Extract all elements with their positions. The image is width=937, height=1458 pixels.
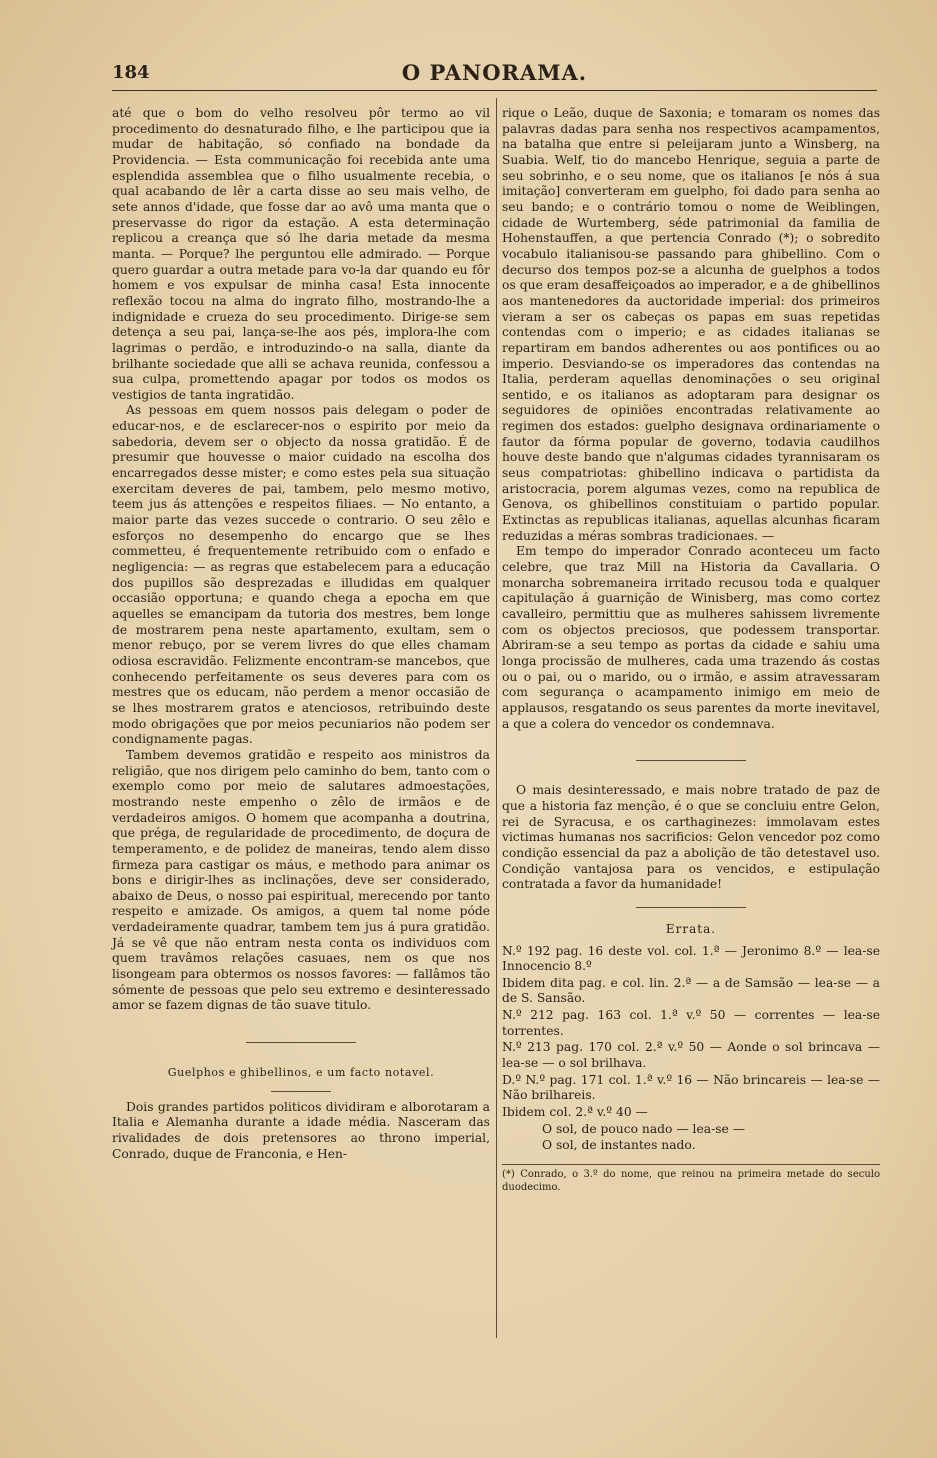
header-rule	[112, 90, 877, 91]
errata-entry: N.º 192 pag. 16 deste vol. col. 1.ª — Jeronimo 8.º — lea-se Innocencio 8.º	[502, 943, 880, 974]
errata-entry: N.º 213 pag. 170 col. 2.ª v.º 50 — Aonde o sol brincava — lea-se — o sol brilhava.	[502, 1040, 880, 1071]
paragraph: As pessoas em quem nossos pais delegam o poder de educar-nos, e de esclarecer-nos o espirito por meio da sabedoria, devem ser o objecto da nossa gratidão. É de presumir que houvesse o maior cuidado na escolha dos encarregados desse mister; e como estes pela sua situação exercitam deveres de pai, tambem, pelo mesmo motivo, teem jus ás attenções e respeitos filiaes. — No entanto, a maior parte das vezes succede o contrario. O seu zêlo e esforços no desempenho do encargo que se lhes commetteu, é frequentemente retribuido com o enfado e negligencia: — as regras que estabelecem para a educação dos pupillos são desprezadas e illudidas em qualquer occasião opportuna; e quando chega a epocha em que aquelles se emancipam da tutoria dos mestres, bem longe de mostrarem pena neste apartamento, exultam, sem o menor rebuço, por se verem livres do que elles chamam odiosa escravidão. Felizmente encontram-se mancebos, que conhecendo perfeitamente os seus deveres para com os mestres que os educam, não perdem a menor occasião de se lhes mostrarem gratos e atenciosos, retribuindo deste modo obrigações que por meios pecuniarios não podem ser condignamente pagas.	[112, 403, 490, 747]
right-column	[502, 106, 880, 1194]
errata-entry: O sol, de pouco nado — lea-se —	[542, 1121, 746, 1136]
paragraph: Tambem devemos gratidão e respeito aos ministros da religião, que nos dirigem pelo caminho do bem, tanto com o exemplo como por meio de salutares admoestações, mostrando neste empenho o zêlo de irmãos e de verdadeiros amigos. O homem que acompanha a doutrina, que préga, de regularidade de procedimento, de doçura de temperamento, e de polidez de maneiras, tendo alem disso firmeza para castigar os máus, e methodo para animar os bons e dirigir-lhes as inclinações, deve ser considerado, abaixo de Deus, o nosso pai espiritual, merecendo por tanto respeito e amizade. Os amigos, a quem tal nome póde verdadeiramente quadrar, tambem tem jus á pura gratidão. Já se vê que não entram nesta conta os individuos com quem travâmos relações casuaes, nem os que nos lisongeam para obtermos os nossos favores: — fallâmos tão sómente de pessoas que pelo seu extremo e desinteressado amor se fazem dignas de tão suave titulo.	[112, 747, 490, 1013]
title-underline	[271, 1091, 331, 1092]
errata-entry: Ibidem dita pag. e col. lin. 2.ª — a de Samsão — lea-se — a de S. Sansão.	[502, 975, 880, 1006]
section-divider	[636, 760, 746, 761]
page-header	[112, 62, 877, 88]
running-title: O PANORAMA.	[401, 60, 588, 85]
footnote: (*) Conrado, o 3.º do nome, que reinou na primeira metade do seculo duodecimo.	[502, 1164, 880, 1194]
section-divider	[246, 1042, 356, 1043]
section-divider	[636, 907, 746, 908]
paragraph: até que o bom do velho resolveu pôr termo ao vil procedimento do desnaturado filho, e lhe participou que ia mudar de habitação, só confiado na bondade da Providencia. — Esta communicação foi recebida ante uma esplendida assemblea que o filho usualmente recebia, o qual acabando de lêr a carta disse ao seu mais velho, de sete annos d'idade, que fosse dar ao avô uma manta que o preservasse do rigor da estação. A esta determinação replicou a creança que só lhe daria metade da mesma manta. — Porque? lhe perguntou elle admirado. — Porque quero guardar a outra metade para vo-la dar quando eu fôr homem e vos expulsar de minha casa! Esta innocente reflexão tocou na alma do ingrato filho, mostrando-lhe a indignidade e crueza do seu procedimento. Dirige-se sem detença a seu pai, lança-se-lhe aos pés, implora-lhe com lagrimas o perdão, e introduzindo-o na salla, diante da brilhante sociedade que alli se achava reunida, confessou a sua culpa, promettendo apagar por todos os modos os vestigios de tanta ingratidão.	[112, 106, 490, 402]
paragraph: Dois grandes partidos politicos dividiram e alborotaram a Italia e Alemanha durante a idade média. Nasceram das rivalidades de dois pretensores ao throno imperial, Conrado, duque de Franconia, e Hen-	[112, 1099, 490, 1161]
paragraph: Em tempo do imperador Conrado aconteceu um facto celebre, que traz Mill na Historia da Cavallaria. O monarcha sobremaneira irritado recusou toda e qualquer capitulação á guarnição de Winisberg, mas como cortez cavalleiro, permittiu que as mulheres sahissem livremente com os objectos preciosos, que podessem transportar. Abriram-se a seu tempo as portas da cidade e sahiu uma longa procissão de mulheres, cada uma trazendo ás costas ou o pai, ou o marido, ou o irmão, e assim atravessaram com segurança o acampamento inimigo em meio de applausos, resgatando os seus parentes da morte inevitavel, a que a colera do vencedor os condemnava.	[502, 544, 880, 731]
page-number: 184	[112, 62, 150, 83]
paragraph: O mais desinteressado, e mais nobre tratado de paz de que a historia faz menção, é o que se concluiu entre Gelon, rei de Syracusa, e os carthaginezes: immolavam estes victimas humanas nos sacrificios: Gelon vencedor poz como condição essencial da paz a abolição de tão detestavel uso. Condição vantajosa para os vencidos, e estipulação contratada a favor da humanidade!	[502, 783, 880, 892]
errata-entry: N.º 212 pag. 163 col. 1.ª v.º 50 — correntes — lea-se torrentes.	[502, 1008, 880, 1038]
section-title: Guelphos e ghibellinos, e um facto notavel.	[167, 1066, 435, 1080]
left-column	[112, 106, 490, 1162]
errata-title: Errata.	[665, 921, 717, 936]
errata-entry: Ibidem col. 2.ª v.º 40 —	[502, 1105, 648, 1120]
column-rule	[496, 98, 497, 1338]
errata-entry: D.º N.º pag. 171 col. 1.ª v.º 16 — Não brincareis — lea-se — Não brilhareis.	[502, 1072, 880, 1103]
errata-list	[502, 944, 880, 1155]
paragraph: rique o Leão, duque de Saxonia; e tomaram os nomes das palavras dadas para senha nos respectivos acampamentos, na batalha que entre si peleijaram junto a Winsberg, na Suabia. Welf, tio do mancebo Henrique, seguia a parte de seu sobrinho, e o seu nome, que os italianos [e nós á sua imitação] converteram em guelpho, foi dado para senha ao seu bando; e o contrário tomou o nome de Weiblingen, cidade de Wurtemberg, séde patrimonial da familia de Hohenstauffen, a que pertencia Conrado (*); o sobredito vocabulo italianisou-se passando para ghibellino. Com o decurso dos tempos poz-se a alcunha de guelphos a todos os que eram desaffeiçoados ao imperador, e a de ghibellinos aos mantenedores da auctoridade imperial: dos primeiros vieram a ser os cabeças os papas em suas repetidas contendas com o imperio; e as cidades italianas se repartiram em bandos adherentes ou aos pontifices ou ao imperio. Desviando-se os imperadores das contendas na Italia, perderam aquellas denominações o seu original sentido, e os italianos as adoptaram para designar os seguidores de opiniões encontradas relativamente ao regimen dos estados: guelpho designava ordinariamente o fautor da fórma popular de governo, todavia caudilhos houve deste bando que n'algumas cidades tyrannisaram os seus compatriotas: ghibellino indicava o partidista da aristocracia, porem algumas vezes, como na republica de Genova, os ghibellinos constituiam o partido popular. Extinctas as republicas italianas, aquellas alcunhas ficaram reduzidas a méras sombras tradicionaes. —	[502, 106, 880, 543]
errata-entry: O sol, de instantes nado.	[542, 1138, 696, 1153]
